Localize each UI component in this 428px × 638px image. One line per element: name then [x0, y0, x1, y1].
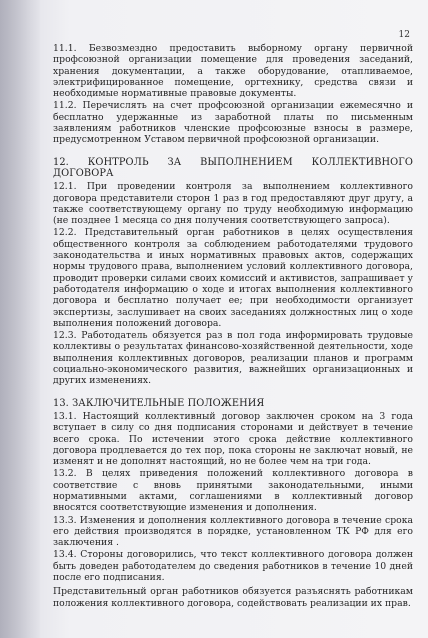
paragraph-12-2: 12.2. Представительный орган работников в целях осуществления общественного контроля за соблюдением работодателями трудового законодательства и иных нормативных правовых актов, содержащих нормы трудового права, выполнением условий коллективного договора, проводит проверки силами своих комиссий и активистов, запрашивает у работодателя информацию о ходе и итогах выполнения коллективного договора и бесплатно получает ее; при необходимости организует экспертизы, заслушивает на своих заседаниях должностных лиц о ходе выполнения положений договора.	[53, 227, 413, 329]
paragraph-13-1: 13.1. Настоящий коллективный договор заключен сроком на 3 года вступает в силу со дня подписания сторонами и действует в течение всего срока. По истечении этого срока действие коллективного договора продлевается до тех пор, пока стороны не заключат новый, не изменят и не дополнят настоящий, но не более чем на три года.	[53, 410, 413, 468]
section-13-heading: 13. ЗАКЛЮЧИТЕЛЬНЫЕ ПОЛОЖЕНИЯ	[53, 397, 265, 409]
paragraph-12-3: 12.3. Работодатель обязуется раз в пол года информировать трудовые коллективы о результатах финансово-хозяйственной деятельности, ходе выполнения коллективных договоров, реализации планов и программ социально-экономического развития, важнейших организационных и других изменениях.	[53, 330, 413, 387]
section-12-heading: 12. КОНТРОЛЬ ЗА ВЫПОЛНЕНИЕМ КОЛЛЕКТИВНОГО ДОГОВОРА	[53, 156, 413, 179]
document-body	[53, 43, 413, 610]
paragraph-13-2: 13.2. В целях приведения положений коллективного договора в соответствие с вновь принятыми законодательными, иными нормативными актами, соглашениями в коллективный договор вносятся соответствующие изменения и дополнения.	[53, 468, 413, 514]
paragraph-13-4: 13.4. Стороны договорились, что текст коллективного договора должен быть доведен работодателем до сведения работников в течение 10 дней после его подписания.	[53, 549, 413, 584]
paragraph-11-2: 11.2. Перечислять на счет профсоюзной организации ежемесячно и бесплатно удержанные из заработной платы по письменным заявлениям работников членские профсоюзные взносы в размере, предусмотренном Уставом первичной профсоюзной организации.	[53, 100, 413, 146]
paragraph-11-1: 11.1. Безвозмездно предоставить выборному органу первичной профсоюзной организации помещение для проведения заседаний, хранения документации, а также оборудование, отапливаемое, электрифицированное помещение, оргтехнику, средства связи и необходимые нормативные правовые документы.	[53, 43, 413, 100]
page-binding-shadow	[0, 0, 40, 638]
page-number: 12	[398, 30, 410, 40]
paragraph-closing: Представительный орган работников обязуется разъяснять работникам положения коллективного договора, содействовать реализации их прав.	[53, 586, 413, 609]
paragraph-13-3: 13.3. Изменения и дополнения коллективного договора в течение срока его действия производятся в порядке, установленном ТК РФ для его заключения .	[53, 514, 413, 549]
paragraph-12-1: 12.1. При проведении контроля за выполнением коллективного договора представители сторон 1 раз в год предоставляют друг другу, а также соответствующему органу по труду необходимую информацию (не позднее 1 месяца со дня получения соответствующего запроса).	[53, 181, 413, 227]
